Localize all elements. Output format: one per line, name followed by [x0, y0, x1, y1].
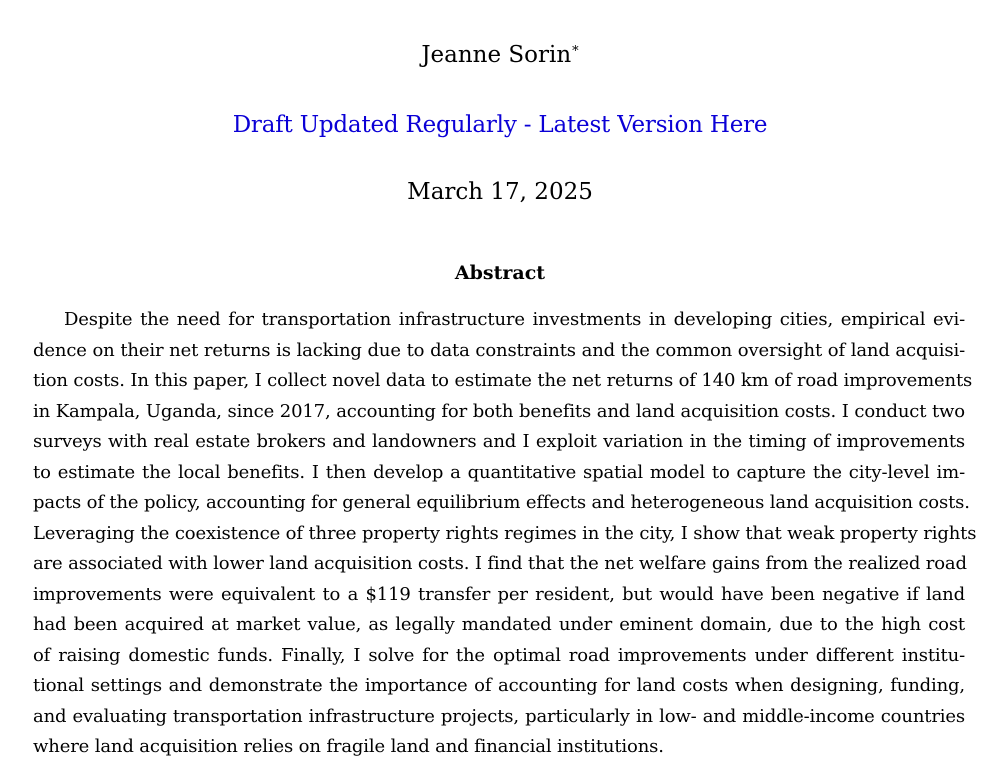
- abstract-line: Despite the need for transportation infrastructure investments in developing cities, empirical evi-: [64, 309, 965, 330]
- abstract-line: surveys with real estate brokers and landowners and I exploit variation in the timing of improvements: [33, 431, 965, 452]
- abstract-line: tional settings and demonstrate the importance of accounting for land costs when designing, funding,: [33, 675, 965, 696]
- abstract-line: improvements were equivalent to a $119 transfer per resident, but would have been negative if land: [33, 583, 965, 605]
- abstract-line: dence on their net returns is lacking due to data constraints and the common oversight of land acquisi-: [33, 339, 965, 361]
- abstract-line: pacts of the policy, accounting for general equilibrium effects and heterogeneous land acquisition costs.: [33, 492, 970, 513]
- abstract-line: Leveraging the coexistence of three property rights regimes in the city, I show that weak property rights: [33, 522, 977, 544]
- abstract-line: and evaluating transportation infrastructure projects, particularly in low- and middle-income countries: [33, 705, 965, 727]
- author-footnote-mark: *: [572, 44, 579, 59]
- abstract-line: of raising domestic funds. Finally, I solve for the optimal road improvements under different institu-: [33, 644, 965, 666]
- abstract-heading: Abstract: [454, 262, 546, 284]
- latest-version-link[interactable]: Draft Updated Regularly - Latest Version Here: [232, 112, 768, 138]
- abstract-line: where land acquisition relies on fragile land and financial institutions.: [33, 736, 664, 757]
- abstract-line: tion costs. In this paper, I collect novel data to estimate the net returns of 140 km of road improvements: [33, 370, 973, 391]
- author-name-text: Jeanne Sorin: [421, 42, 572, 68]
- abstract-line: had been acquired at market value, as legally mandated under eminent domain, due to the high cost: [33, 614, 965, 635]
- abstract-line: to estimate the local benefits. I then develop a quantitative spatial model to capture the city-level im-: [33, 461, 965, 483]
- abstract-line: in Kampala, Uganda, since 2017, accounting for both benefits and land acquisition costs. I conduct two: [33, 400, 965, 422]
- draft-link-container: [0, 110, 1000, 140]
- abstract-line: are associated with lower land acquisition costs. I find that the net welfare gains from the realized road: [33, 553, 967, 574]
- abstract-body: [33, 305, 977, 763]
- paper-date: March 17, 2025: [407, 179, 593, 205]
- author-name: [0, 40, 1000, 70]
